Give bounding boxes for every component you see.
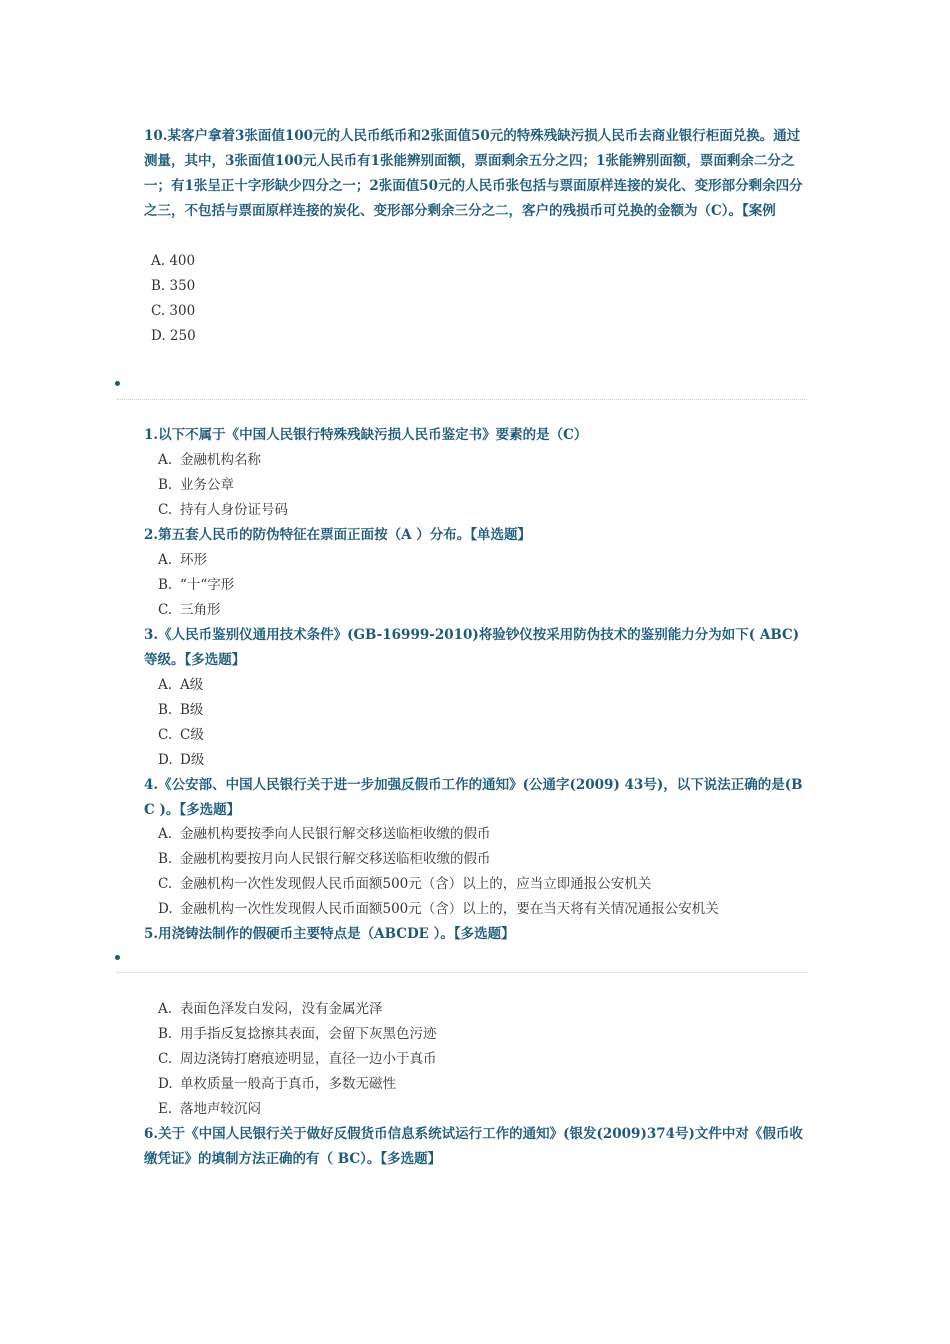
question-5-option-c: C. 周边浇铸打磨痕迹明显，直径一边小于真币 — [158, 1051, 437, 1067]
question-1-option-a: A. 金融机构名称 — [158, 452, 261, 468]
question-4-option-a: A. 金融机构要按季向人民银行解交移送临柜收缴的假币 — [158, 826, 491, 842]
question-5-option-a: A. 表面色泽发白发闷，没有金属光泽 — [158, 1001, 383, 1017]
section-divider — [117, 972, 807, 973]
question-10-option-d: D. 250 — [151, 328, 196, 344]
question-5-text: 5.用浇铸法制作的假硬币主要特点是（ABCDE ）。【多选题】 — [144, 926, 515, 942]
question-4-text: 4.《公安部、中国人民银行关于进一步加强反假币工作的通知》(公通字(2009) 43号)，以下说法正确的是(BC )。【多选题】 — [144, 777, 803, 818]
question-3-text: 3.《人民币鉴别仪通用技术条件》(GB-16999-2010)将验钞仪按采用防伪技术的鉴别能力分为如下( ABC)等级。【多选题】 — [144, 627, 800, 668]
question-2-option-c: C. 三角形 — [158, 602, 221, 618]
question-3-option-d: D. D级 — [158, 752, 205, 768]
question-10-text: 10.某客户拿着3张面值100元的人民币纸币和2张面值50元的特殊残缺污损人民币去商业银行柜面兑换。通过测量，其中，3张面值100元人民币有1张能辨别面额，票面剩余五分之四；1张能辨别面额，票面剩余二分之一；有1张呈正十字形缺少四分之一；2张面值50元的人民币张包括与票面原样连接的炭化、变形部分剩余四分之三，不包括与票面原样连接的炭化、变形部分剩余三分之二，客户的残损币可兑换的金额为（C）。【案例 — [144, 128, 803, 219]
question-10-option-c: C. 300 — [151, 303, 196, 319]
question-1-option-c: C. 持有人身份证号码 — [158, 502, 288, 518]
question-2-text: 2.第五套人民币的防伪特征在票面正面按（A ）分布。【单选题】 — [144, 527, 532, 543]
question-5-option-d: D. 单枚质量一般高于真币，多数无磁性 — [158, 1076, 396, 1092]
list-bullet — [115, 955, 120, 960]
question-5-option-b: B. 用手指反复捻擦其表面，会留下灰黑色污迹 — [158, 1026, 437, 1042]
question-6-text: 6.关于《中国人民银行关于做好反假货币信息系统试运行工作的通知》(银发(2009)374号)文件中对《假币收缴凭证》的填制方法正确的有（ BC）。【多选题】 — [144, 1126, 803, 1167]
question-4-option-b: B. 金融机构要按月向人民银行解交移送临柜收缴的假币 — [158, 851, 491, 867]
question-4-option-c: C. 金融机构一次性发现假人民币面额500元（含）以上的，应当立即通报公安机关 — [158, 876, 652, 892]
question-1-option-b: B. 业务公章 — [158, 477, 234, 493]
question-4-option-d: D. 金融机构一次性发现假人民币面额500元（含）以上的，要在当天将有关情况通报公安机关 — [158, 901, 719, 917]
list-bullet — [115, 381, 120, 386]
question-2-option-a: A. 环形 — [158, 552, 207, 568]
question-2-option-b: B. “十“字形 — [158, 577, 235, 593]
question-3-option-c: C. C级 — [158, 727, 204, 743]
question-1-text: 1.以下不属于《中国人民银行特殊残缺污损人民币鉴定书》要素的是（C） — [144, 427, 588, 443]
question-3-option-a: A. A级 — [158, 677, 204, 693]
question-10-option-a: A. 400 — [151, 253, 196, 269]
question-3-option-b: B. B级 — [158, 702, 204, 718]
section-divider — [117, 399, 807, 400]
question-5-option-e: E. 落地声较沉闷 — [158, 1101, 261, 1117]
question-10-option-b: B. 350 — [151, 278, 196, 294]
